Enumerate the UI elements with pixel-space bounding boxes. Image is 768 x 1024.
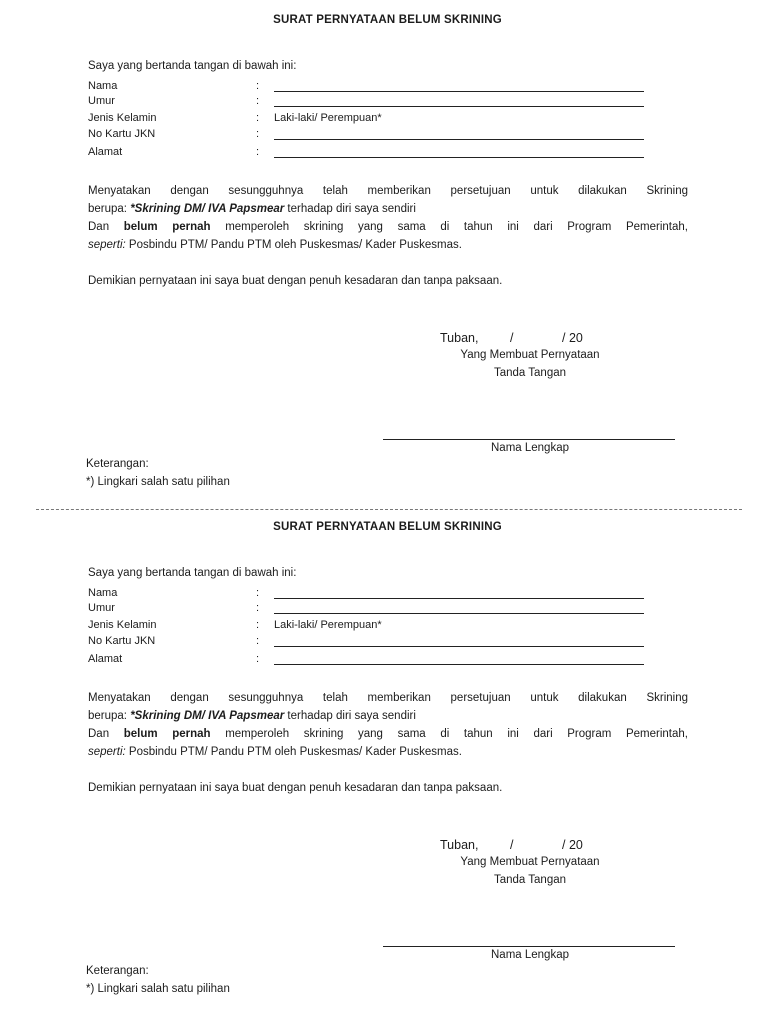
statement-paragraph	[88, 182, 688, 254]
field-alamat	[88, 653, 668, 667]
field-label: Jenis Kelamin	[88, 619, 157, 631]
fill-in-line[interactable]	[274, 613, 644, 614]
field-label: Nama	[88, 80, 118, 92]
signature-line[interactable]	[383, 946, 675, 947]
statement-line-2: berupa: *Skrining DM/ IVA Papsmear terhadap diri saya sendiri	[88, 203, 416, 215]
gender-options[interactable]: Laki-laki/ Perempuan*	[274, 112, 382, 124]
full-name-label: Nama Lengkap	[491, 949, 569, 961]
signature-line[interactable]	[383, 439, 675, 440]
place: Tuban,	[440, 331, 479, 345]
closing-text: Demikian pernyataan ini saya buat dengan penuh kesadaran dan tanpa paksaan.	[88, 782, 503, 794]
note-text: *) Lingkari salah satu pilihan	[86, 476, 230, 488]
fill-in-line[interactable]	[274, 646, 644, 647]
date-separator: /	[510, 838, 514, 852]
statement-form-top	[0, 0, 768, 507]
field-colon: :	[256, 80, 260, 92]
statement-form-bottom	[0, 507, 768, 1014]
field-label: Jenis Kelamin	[88, 112, 157, 124]
closing-text: Demikian pernyataan ini saya buat dengan penuh kesadaran dan tanpa paksaan.	[88, 275, 503, 287]
field-colon: :	[256, 653, 260, 665]
field-colon: :	[256, 128, 260, 140]
field-alamat	[88, 146, 668, 160]
fill-in-line[interactable]	[274, 598, 644, 599]
signature-label: Tanda Tangan	[493, 367, 567, 379]
signature-label: Tanda Tangan	[493, 874, 567, 886]
signer-label: Yang Membuat Pernyataan	[460, 349, 600, 361]
note-label: Keterangan:	[86, 458, 149, 470]
field-jenis-kelamin	[88, 112, 668, 126]
statement-line-2: berupa: *Skrining DM/ IVA Papsmear terhadap diri saya sendiri	[88, 710, 416, 722]
statement-paragraph	[88, 689, 688, 761]
statement-line-3: Dan belum pernah memperoleh skrining yang sama di tahun ini dari Program Pemerintah,	[88, 728, 688, 740]
field-nama	[88, 80, 668, 94]
statement-line-3: Dan belum pernah memperoleh skrining yang sama di tahun ini dari Program Pemerintah,	[88, 221, 688, 233]
gender-options[interactable]: Laki-laki/ Perempuan*	[274, 619, 382, 631]
field-no-kartu-jkn	[88, 128, 668, 142]
date-year: / 20	[562, 838, 583, 852]
signer-label: Yang Membuat Pernyataan	[460, 856, 600, 868]
field-colon: :	[256, 587, 260, 599]
screening-options[interactable]: *Skrining DM/ IVA Papsmear	[130, 710, 285, 722]
statement-line-4: seperti: Posbindu PTM/ Pandu PTM oleh Puskesmas/ Kader Puskesmas.	[88, 239, 462, 251]
intro-text: Saya yang bertanda tangan di bawah ini:	[88, 60, 297, 72]
field-nama	[88, 587, 668, 601]
field-label: No Kartu JKN	[88, 635, 156, 647]
field-label: Umur	[88, 602, 115, 614]
fill-in-line[interactable]	[274, 106, 644, 107]
place: Tuban,	[440, 838, 479, 852]
field-colon: :	[256, 95, 260, 107]
field-colon: :	[256, 112, 260, 124]
full-name-label: Nama Lengkap	[491, 442, 569, 454]
date-separator: /	[510, 331, 514, 345]
field-no-kartu-jkn	[88, 635, 668, 649]
fill-in-line[interactable]	[274, 91, 644, 92]
field-jenis-kelamin	[88, 619, 668, 633]
form-title: SURAT PERNYATAAN BELUM SKRINING	[273, 521, 502, 533]
field-label: Nama	[88, 587, 118, 599]
statement-line-1: Menyatakan dengan sesungguhnya telah memberikan persetujuan untuk dilakukan Skrining	[88, 185, 688, 197]
field-colon: :	[256, 602, 260, 614]
field-umur	[88, 95, 668, 109]
field-label: No Kartu JKN	[88, 128, 156, 140]
fill-in-line[interactable]	[274, 664, 644, 665]
field-label: Umur	[88, 95, 115, 107]
field-colon: :	[256, 635, 260, 647]
field-umur	[88, 602, 668, 616]
date-year: / 20	[562, 331, 583, 345]
form-title: SURAT PERNYATAAN BELUM SKRINING	[273, 14, 502, 26]
fill-in-line[interactable]	[274, 157, 644, 158]
statement-line-4: seperti: Posbindu PTM/ Pandu PTM oleh Puskesmas/ Kader Puskesmas.	[88, 746, 462, 758]
field-label: Alamat	[88, 653, 123, 665]
note-label: Keterangan:	[86, 965, 149, 977]
note-text: *) Lingkari salah satu pilihan	[86, 983, 230, 995]
screening-options[interactable]: *Skrining DM/ IVA Papsmear	[130, 203, 285, 215]
field-label: Alamat	[88, 146, 123, 158]
field-colon: :	[256, 619, 260, 631]
field-colon: :	[256, 146, 260, 158]
statement-line-1: Menyatakan dengan sesungguhnya telah memberikan persetujuan untuk dilakukan Skrining	[88, 692, 688, 704]
fill-in-line[interactable]	[274, 139, 644, 140]
intro-text: Saya yang bertanda tangan di bawah ini:	[88, 567, 297, 579]
